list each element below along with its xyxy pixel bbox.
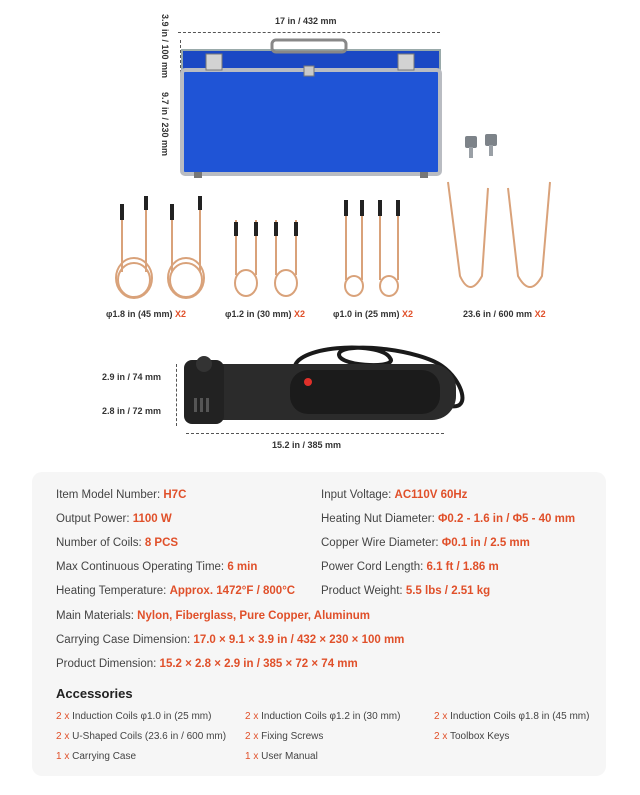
- accessory-item: 2 x U-Shaped Coils (23.6 in / 600 mm): [56, 731, 227, 742]
- coil-label-u-shaped: 23.6 in / 600 mm X2: [463, 309, 546, 319]
- carrying-case-image: [180, 36, 450, 186]
- tool-height-line: [176, 364, 177, 426]
- spec-wire-diameter: Copper Wire Diameter: Φ0.1 in / 2.5 mm: [321, 537, 530, 549]
- case-depth-label: 9.7 in / 230 mm: [160, 92, 170, 157]
- spec-power: Output Power: 1100 W: [56, 513, 172, 525]
- spec-cord-length: Power Cord Length: 6.1 ft / 1.86 m: [321, 561, 499, 573]
- tool-height-label: 2.9 in / 74 mm: [102, 372, 162, 382]
- accessory-item: 1 x Carrying Case: [56, 751, 137, 762]
- coil-label-30mm: φ1.2 in (30 mm) X2: [225, 309, 305, 319]
- accessories-title: Accessories: [56, 686, 133, 701]
- tool-width-label: 2.8 in / 72 mm: [102, 406, 162, 416]
- accessory-item: 2 x Induction Coils φ1.2 in (30 mm): [245, 711, 401, 722]
- case-width-label: 17 in / 432 mm: [275, 16, 337, 26]
- tool-length-label: 15.2 in / 385 mm: [272, 440, 342, 450]
- case-height-label: 3.9 in / 100 mm: [160, 14, 170, 79]
- accessory-item: 1 x User Manual: [245, 751, 318, 762]
- coil-label-25mm: φ1.0 in (25 mm) X2: [333, 309, 413, 319]
- case-width-line: [178, 32, 440, 33]
- spec-heating-temp: Heating Temperature: Approx. 1472°F / 800°C: [56, 585, 296, 597]
- spec-model: Item Model Number: H7C: [56, 489, 187, 501]
- spec-materials: Main Materials: Nylon, Fiberglass, Pure Copper, Aluminum: [56, 610, 370, 622]
- spec-num-coils: Number of Coils: 8 PCS: [56, 537, 179, 549]
- accessory-item: 2 x Induction Coils φ1.8 in (45 mm): [434, 711, 590, 722]
- accessory-item: 2 x Toolbox Keys: [434, 731, 510, 742]
- accessory-item: 2 x Fixing Screws: [245, 731, 324, 742]
- spec-max-time: Max Continuous Operating Time: 6 min: [56, 561, 258, 573]
- coils-image: [90, 180, 570, 310]
- toolbox-keys-image: [463, 130, 509, 160]
- induction-heater-image: [180, 340, 480, 435]
- spec-nut-diameter: Heating Nut Diameter: Φ0.2 - 1.6 in / Φ5 - 40 mm: [321, 513, 576, 525]
- spec-voltage: Input Voltage: AC110V 60Hz: [321, 489, 468, 501]
- spec-product-dimension: Product Dimension: 15.2 × 2.8 × 2.9 in / 385 × 72 × 74 mm: [56, 658, 358, 670]
- accessory-item: 2 x Induction Coils φ1.0 in (25 mm): [56, 711, 212, 722]
- spec-weight: Product Weight: 5.5 lbs / 2.51 kg: [321, 585, 491, 597]
- spec-case-dimension: Carrying Case Dimension: 17.0 × 9.1 × 3.9 in / 432 × 230 × 100 mm: [56, 634, 405, 646]
- coil-label-45mm: φ1.8 in (45 mm) X2: [106, 309, 186, 319]
